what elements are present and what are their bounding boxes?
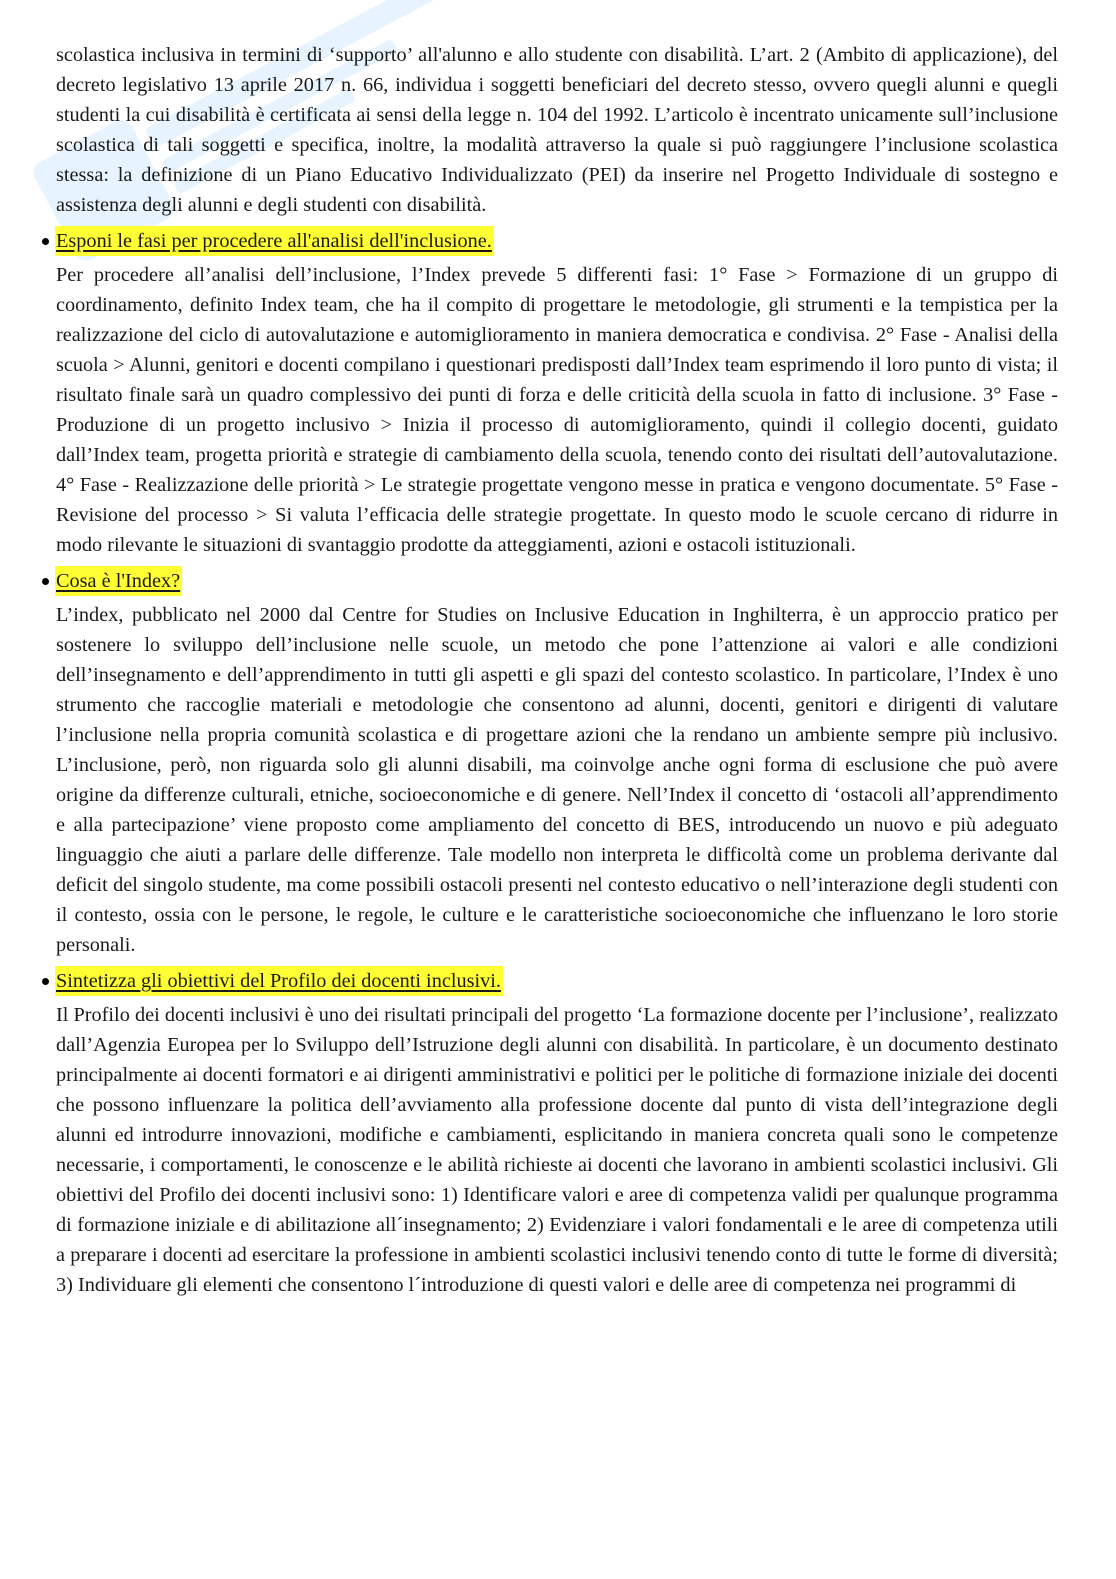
- paragraph-index: L’index, pubblicato nel 2000 dal Centre for Studies on Inclusive Education in Inghilterra, è un approccio pratico per sostenere lo sviluppo dell’inclusione nelle scuole, un metodo che pone l’attenzione ai valori e alle condizioni dell’insegnamento e dell’apprendimento in tutti gli aspetti e gli spazi del contesto scolastico. In particolare, l’Index è uno strumento che raccoglie materiali e metodologie che consentono ad alunni, docenti, genitori e dirigenti di valutare l’inclusione nella propria comunità scolastica e di progettare azioni che la rendano un ambiente sempre più inclusivo. L’inclusione, però, non riguarda solo gli alunni disabili, ma coinvolge anche ogni forma di esclusione che può avere origine da differenze culturali, etniche, socioeconomiche e di genere. Nell’Index il concetto di ‘ostacoli all’apprendimento e alla partecipazione’ viene proposto come ampliamento del concetto di BES, introducendo un nuovo e più adeguato linguaggio che aiuti a parlare delle differenze. Tale modello non interpreta le difficoltà come un problema derivante dal deficit del singolo studente, ma come possibili ostacoli presenti nel contesto educativo o nell’interazione degli studenti con il contesto, ossia con le persone, le regole, le culture e le caratteristiche socioeconomiche che influenzano le loro storie personali.: [56, 604, 1058, 956]
- paragraph-intro: scolastica inclusiva in termini di ‘supporto’ all'alunno e allo studente con disabilità. L’art. 2 (Ambito di applicazione), del decreto legislativo 13 aprile 2017 n. 66, individua i soggetti beneficiari del decreto stesso, ovvero quegli alunni e quegli studenti la cui disabilità è certificata ai sensi della legge n. 104 del 1992. L’articolo è incentrato unicamente sull’inclusione scolastica di tali soggetti e specifica, inoltre, la modalità attraverso la quale si può raggiungere l’inclusione scolastica stessa: la definizione di un Piano Educativo Individualizzato (PEI) da inserire nel Progetto Individuale di sostegno e assistenza degli alunni e degli studenti con disabilità.: [56, 44, 1058, 216]
- paragraph-profilo: Il Profilo dei docenti inclusivi è uno dei risultati principali del progetto ‘La formazione docente per l’inclusione’, realizzato dall’Agenzia Europea per lo Sviluppo dell’Istruzione degli alunni con disabilità. In particolare, è un documento destinato principalmente ai docenti formatori e ai dirigenti amministrativi e politici per le politiche di formazione iniziale dei docenti che possono influenzare la politica dell’avviamento alla professione docente dal punto di vista dell’integrazione degli alunni ed introdurre innovazioni, modifiche e cambiamenti, esplicitando in maniera concreta quali sono le competenze necessarie, i comportamenti, le conoscenze e le abilità richieste ai docenti che lavorano in ambienti scolastici inclusivi. Gli obiettivi del Profilo dei docenti inclusivi sono: 1) Identificare valori e aree di competenza validi per qualunque programma di formazione iniziale e di abilitazione all´insegnamento; 2) Evidenziare i valori fondamentali e le aree di competenza utili a preparare i docenti ad esercitare la professione in ambienti scolastici inclusivi tenendo conto di tutte le forme di diversità; 3) Individuare gli elementi che consentono l´introduzione di questi valori e delle aree di competenza nei programmi di: [56, 1004, 1058, 1296]
- bullet-icon: [42, 978, 49, 985]
- question-text: Cosa è l'Index?: [55, 566, 182, 596]
- bullet-icon: [42, 238, 49, 245]
- question-cosa-index: [42, 566, 1058, 596]
- bullet-icon: [42, 578, 49, 585]
- document-page: [56, 40, 1058, 1300]
- question-profilo-docenti: [42, 966, 1058, 996]
- question-text: Sintetizza gli obiettivi del Profilo dei docenti inclusivi.: [55, 966, 503, 996]
- question-fasi-analisi: [42, 226, 1058, 256]
- paragraph-fasi: Per procedere all’analisi dell’inclusione, l’Index prevede 5 differenti fasi: 1° Fase > Formazione di un gruppo di coordinamento, definito Index team, che ha il compito di progettare le metodologie, gli strumenti e la tempistica per la realizzazione del ciclo di autovalutazione e automiglioramento in maniera democratica e condivisa. 2° Fase - Analisi della scuola > Alunni, genitori e docenti compilano i questionari predisposti dall’Index team esprimendo il loro punto di vista; il risultato finale sarà un quadro complessivo dei punti di forza e delle criticità della scuola in fatto di inclusione. 3° Fase - Produzione di un progetto inclusivo > Inizia il processo di automiglioramento, quindi il collegio docenti, guidato dall’Index team, progetta priorità e strategie di cambiamento della scuola, tenendo conto dei risultati dell’autovalutazione. 4° Fase - Realizzazione delle priorità > Le strategie progettate vengono messe in pratica e vengono documentate. 5° Fase - Revisione del processo > Si valuta l’efficacia delle strategie progettate. In questo modo le scuole cercano di ridurre in modo rilevante le situazioni di svantaggio prodotte da atteggiamenti, azioni e ostacoli istituzionali.: [56, 264, 1058, 556]
- question-text: Esponi le fasi per procedere all'analisi dell'inclusione.: [55, 226, 494, 256]
